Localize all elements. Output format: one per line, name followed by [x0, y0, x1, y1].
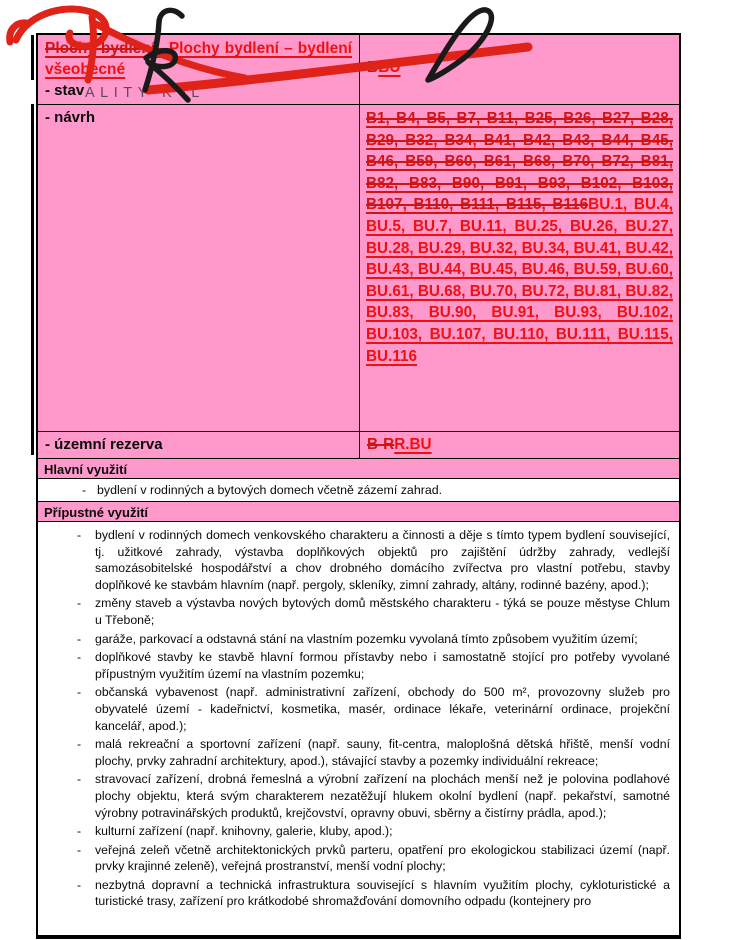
navrh-label: - návrh [38, 105, 360, 431]
bullet-dash: - [77, 824, 82, 839]
land-use-table [36, 33, 681, 939]
list-item-text: kulturní zařízení (např. knihovny, galerie, kluby, apod.); [95, 824, 393, 839]
pripustne-section-title: Přípustné využití [44, 505, 149, 520]
navrh-codes-cell [360, 105, 679, 431]
bullet-dash: - [77, 737, 82, 752]
title-deleted-text: Plochy bydlení– [45, 40, 164, 57]
stav-label: - stav [45, 82, 85, 99]
list-item [77, 649, 670, 682]
watermark-text: ALITY K+L [85, 85, 205, 101]
list-item [77, 631, 670, 648]
list-item-text: bydlení v rodinných domech venkovského charakteru a činnosti a děje s tímto typem bydlení související, tj. užitkové zahrady, výstavba doplňkových objektů pro zajištění údržby zahrady, vedlejší samozásobitelské hospodářství a chov drobného domácího zvířectva pro vlastní potřebu, stavby doplňkové ke stavbám hlavním (např. pergoly, skleníky, zimní zahrady, altány, rodinné bazény, apod.); [95, 528, 670, 592]
list-item-text: změny staveb a výstavba nových bytových domů městského charakteru - týká se pouze městyse Chlum u Třeboně; [95, 596, 670, 627]
bullet-dash: - [77, 631, 82, 646]
list-item-text: doplňkové stavby ke stavbě hlavní formou přístavby nebo i samostatně stojící pro potřeby vyvolané přípustným využitím území na vlastním pozemku; [95, 650, 670, 681]
bullet-dash: - [77, 685, 82, 700]
revision-change-bar [31, 35, 34, 80]
bullet-dash: - [77, 772, 82, 787]
navrh-codes-inserted: BU.1, BU.4, BU.5, BU.7, BU.11, BU.25, BU.26, BU.27, BU.28, BU.29, BU.32, BU.34, BU.41, BU.42, BU.43, BU.44, BU.45, BU.46, BU.59, BU.60, BU.61, BU.68, BU.70, BU.72, BU.81, BU.82, BU.83, BU.90, BU.91, BU.93, BU.102, BU.103, BU.107, BU.110, BU.111, BU.115, BU.116 [366, 196, 674, 365]
list-item-text: malá rekreační a sportovní zařízení (např. sauny, fit-centra, maloplošná dětská hřiště, menší vodní plochy, prvky zahradní architektury, apod.), stávající stavby a pozemky individuální rekreace; [95, 737, 670, 768]
hlavni-header-row [38, 459, 679, 479]
rezerva-label: - územní rezerva [38, 432, 360, 458]
list-item [77, 842, 670, 875]
navrh-codes-deleted: B1, B4, B5, B7, B11, B25, B26, B27, B28, B29, B32, B34, B41, B42, B43, B44, B45, B46, B59, B60, B61, B68, B70, B72, B81, B82, B83, B90, B91, B93, B102, B103, B107, B110, B111, B115, B116 [366, 110, 673, 214]
list-item-text: stravovací zařízení, drobná řemeslná a výrobní zařízení na plochách menší než je polovina podlahové plochy objektu, která svým charakterem nezatěžují hlukem okolní bydlení (např. pekařství, samotné výrobny potravinářských produktů, krejčovství, opravny obuvi, sběrny a čistírny prádla, apod.); [95, 772, 670, 820]
area-title [38, 35, 359, 80]
bullet-dash: - [82, 483, 87, 497]
hlavni-section-title: Hlavní využití [44, 462, 128, 477]
table-header-row [38, 35, 679, 105]
stav-row [38, 81, 359, 101]
list-item [77, 527, 670, 593]
list-item-text: garáže, parkovací a odstavná stání na vlastním pozemku vyvolaná tímto způsobem využitím území; [95, 631, 638, 646]
list-item [77, 877, 670, 910]
bullet-dash: - [77, 877, 82, 892]
area-code-cell [360, 35, 679, 104]
list-item [77, 736, 670, 769]
list-item-text: nezbytná dopravní a technická infrastruktura související s hlavním využitím plochy, cykloturistické a turistické trasy, zařízení pro krátkodobé shromažďování domovního odpadu (kontejnery pro [95, 877, 670, 909]
revision-change-bar [31, 104, 34, 455]
bullet-dash: - [77, 842, 82, 857]
list-item [77, 684, 670, 734]
list-item [77, 771, 670, 821]
title-inserted-text: Plochy bydlení – bydlení všeobecné [45, 40, 352, 78]
list-item [77, 823, 670, 840]
code-deleted: B [367, 59, 379, 76]
navrh-row [38, 105, 679, 432]
rezerva-code-deleted: B-R [367, 436, 395, 453]
bullet-dash: - [77, 528, 82, 542]
hlavni-content-row [38, 479, 679, 502]
bullet-dash: - [77, 596, 82, 611]
list-item [38, 479, 442, 501]
navrh-codes [360, 105, 679, 431]
pripustne-content-row [38, 522, 679, 937]
code-inserted: BU [378, 59, 401, 76]
rezerva-row [38, 432, 679, 459]
area-title-cell [38, 35, 360, 104]
list-item-text: veřejná zeleň včetně architektonických prvků parteru, opatření pro ekologickou stabilizaci území (např. prvky krajinné zeleně), veřejná prostranství, menší vodní plochy; [95, 842, 670, 874]
list-item-text: občanská vybavenost (např. administrativní zařízení, obchody do 500 m², provozovny služeb pro obyvatelé území - kadeřnictví, kosmetika, masér, ordinace lékaře, veterinární ordinace, projekční kancelář, apod.); [95, 685, 670, 733]
rezerva-code-inserted: R.BU [394, 436, 432, 453]
pripustne-header-row [38, 502, 679, 522]
rezerva-code-cell [360, 432, 679, 458]
bullet-dash: - [77, 650, 82, 665]
list-item [77, 595, 670, 628]
list-item-text: bydlení v rodinných a bytových domech včetně zázemí zahrad. [97, 483, 443, 497]
